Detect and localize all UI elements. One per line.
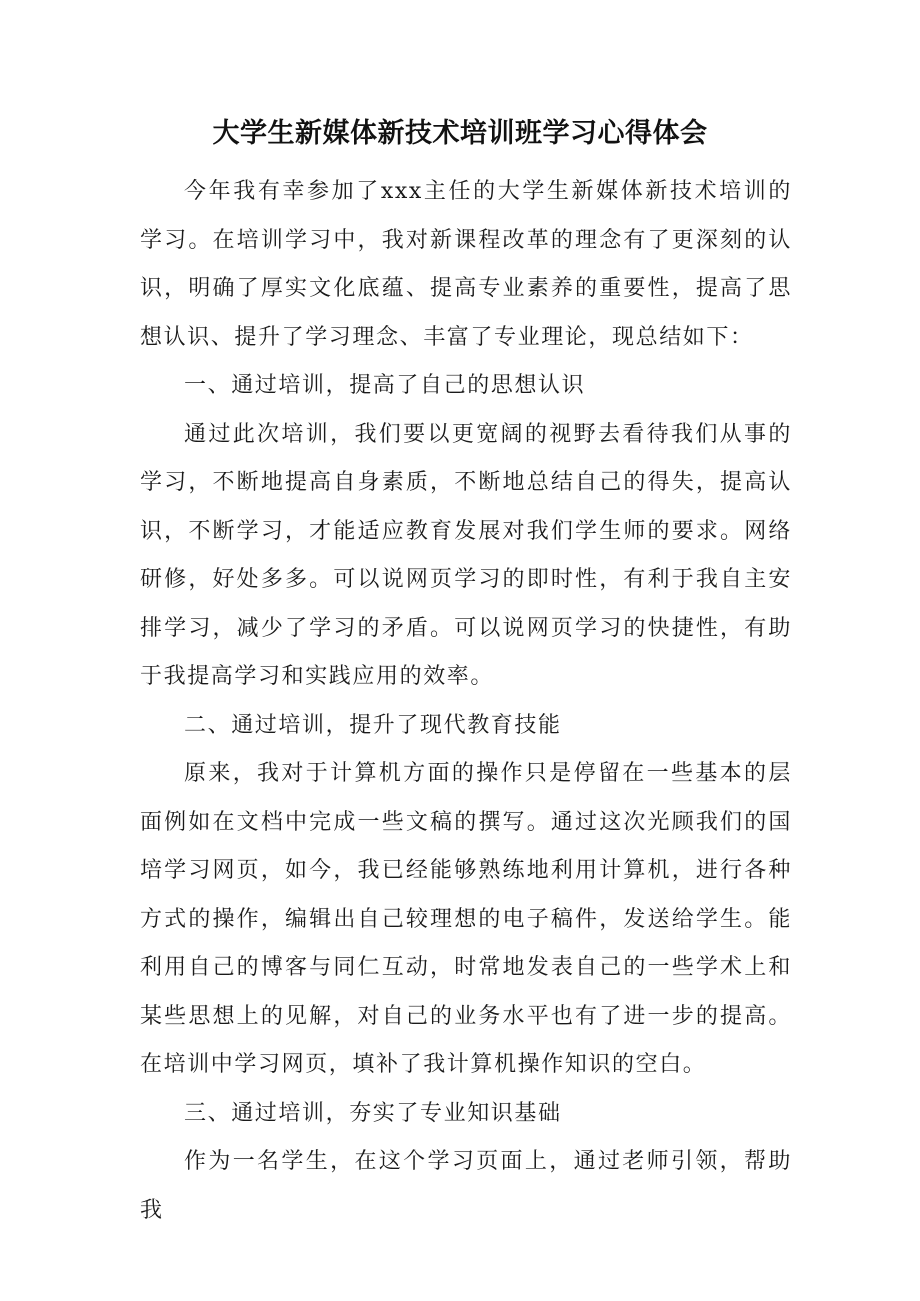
section-1-paragraph: 通过此次培训，我们要以更宽阔的视野去看待我们从事的学习，不断地提高自身素质，不断地总结自己的得失，提高认识，不断学习，才能适应教育发展对我们学生师的要求。网络研修，好处多多。可以说网页学习的即时性，有利于我自主安排学习，减少了学习的矛盾。可以说网页学习的快捷性，有助于我提高学习和实践应用的效率。 [140,421,792,689]
document-title: 大学生新媒体新技术培训班学习心得体会 [212,118,708,149]
section-2-paragraph: 原来，我对于计算机方面的操作只是停留在一些基本的层面例如在文档中完成一些文稿的撰写。通过这次光顾我们的国培学习网页，如今，我已经能够熟练地利用计算机，进行各种方式的操作，编辑出自己较理想的电子稿件，发送给学生。能利用自己的博客与同仁互动，时常地发表自己的一些学术上和某些思想上的见解，对自己的业务水平也有了进一步的提高。在培训中学习网页，填补了我计算机操作知识的空白。 [140,761,792,1077]
section-3-paragraph: 作为一名学生，在这个学习页面上，通过老师引领，帮助我 [140,1149,792,1223]
section-heading-3: 三、通过培训，夯实了专业知识基础 [184,1100,562,1126]
document-body [140,168,792,1235]
intro-paragraph: 今年我有幸参加了xxx主任的大学生新媒体新技术培训的学习。在培训学习中，我对新课程改革的理念有了更深刻的认识，明确了厚实文化底蕴、提高专业素养的重要性，提高了思想认识、提升了学习理念、丰富了专业理论，现总结如下： [140,179,792,350]
section-heading-1: 一、通过培训，提高了自己的思想认识 [184,373,586,398]
section-heading-2: 二、通过培训，提升了现代教育技能 [184,712,562,738]
